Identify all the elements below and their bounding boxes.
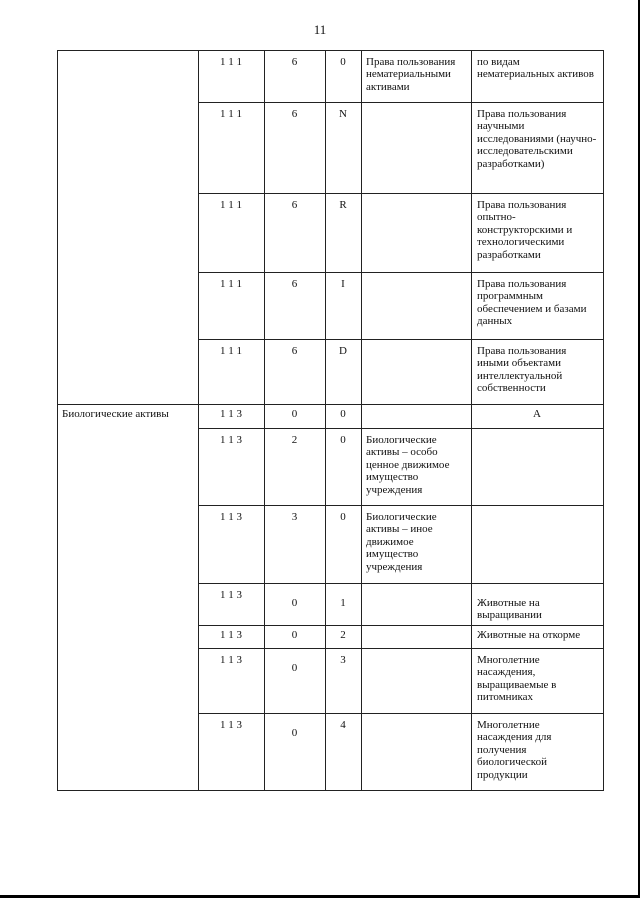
account-detail-cell: Животные на откорме [477,629,581,641]
code-group-cell: 1 1 3 [220,654,242,666]
page-number: 11 [313,22,327,37]
code-group-cell: 1 1 3 [220,408,242,420]
row-line [198,648,604,649]
column-line [471,50,472,791]
row-line [57,790,604,791]
account-detail-cell: по видам нематериальных активов [477,56,594,81]
code-kind-cell: I [341,278,345,290]
code-subgroup-cell: 6 [291,199,298,211]
account-detail-cell: Многолетние насаждения, выращиваемые в питомниках [477,654,557,704]
row-line [198,583,604,584]
code-subgroup-cell: 0 [291,597,298,609]
row-line [57,50,604,51]
code-subgroup-cell: 6 [291,56,298,68]
account-detail-cell: Животные на выращивании [477,597,542,622]
code-kind-cell: 0 [340,511,346,523]
code-kind-cell: 2 [340,629,346,641]
code-subgroup-cell: 6 [291,345,298,357]
row-line [198,102,604,103]
row-line [198,193,604,194]
row-line [198,428,604,429]
row-line [198,272,604,273]
code-group-cell: 1 1 3 [220,511,242,523]
table-left-border [57,50,58,790]
account-detail-cell: Права пользования опытно-конструкторскими и технологическими разработками [477,199,573,261]
column-line [325,50,326,791]
code-group-cell: 1 1 1 [220,56,242,68]
code-kind-cell: D [339,345,347,357]
account-detail-cell: Многолетние насаждения для получения биологической продукции [477,719,552,781]
account-detail-cell: Права пользования иными объектами интеллектуальной собственности [477,345,567,395]
column-line [198,50,199,791]
code-kind-cell: 1 [340,597,346,609]
column-line [361,50,362,791]
code-kind-cell: 4 [340,719,346,731]
account-detail-cell: Права пользования программным обеспечением и базами данных [477,278,587,328]
column-line [264,50,265,791]
code-group-cell: 1 1 3 [220,629,242,641]
code-kind-cell: N [339,108,347,120]
row-line [198,339,604,340]
code-subgroup-cell: 6 [291,278,298,290]
code-group-cell: 1 1 1 [220,345,242,357]
code-group-cell: 1 1 3 [220,434,242,446]
code-subgroup-cell: 0 [291,727,298,739]
code-group-cell: 1 1 1 [220,108,242,120]
row-line [198,505,604,506]
code-subgroup-cell: 0 [291,408,298,420]
code-subgroup-cell: 2 [291,434,298,446]
code-group-cell: 1 1 1 [220,199,242,211]
account-name-cell: Биологические активы – особо ценное движимое имущество учреждения [366,434,450,496]
row-line [198,713,604,714]
code-subgroup-cell: 6 [291,108,298,120]
code-kind-cell: R [339,199,347,211]
row-line [198,625,604,626]
row-line [57,404,604,405]
section-label-bio: Биологические активы [62,408,169,420]
code-kind-cell: 0 [340,56,346,68]
code-group-cell: 1 1 3 [220,589,242,601]
code-subgroup-cell: 3 [291,511,298,523]
column-line [603,50,604,791]
code-group-cell: 1 1 1 [220,278,242,290]
account-name-cell: Биологические активы – иное движимое имущество учреждения [366,511,437,573]
account-name-cell: Права пользования нематериальными активами [366,56,456,93]
code-kind-cell: 3 [340,654,346,666]
account-detail-cell: А [533,408,541,420]
code-subgroup-cell: 0 [291,629,298,641]
code-group-cell: 1 1 3 [220,719,242,731]
code-kind-cell: 0 [340,408,346,420]
code-kind-cell: 0 [340,434,346,446]
account-detail-cell: Права пользования научными исследованиями (научно-исследовательскими разработками) [477,108,597,170]
code-subgroup-cell: 0 [291,662,298,674]
